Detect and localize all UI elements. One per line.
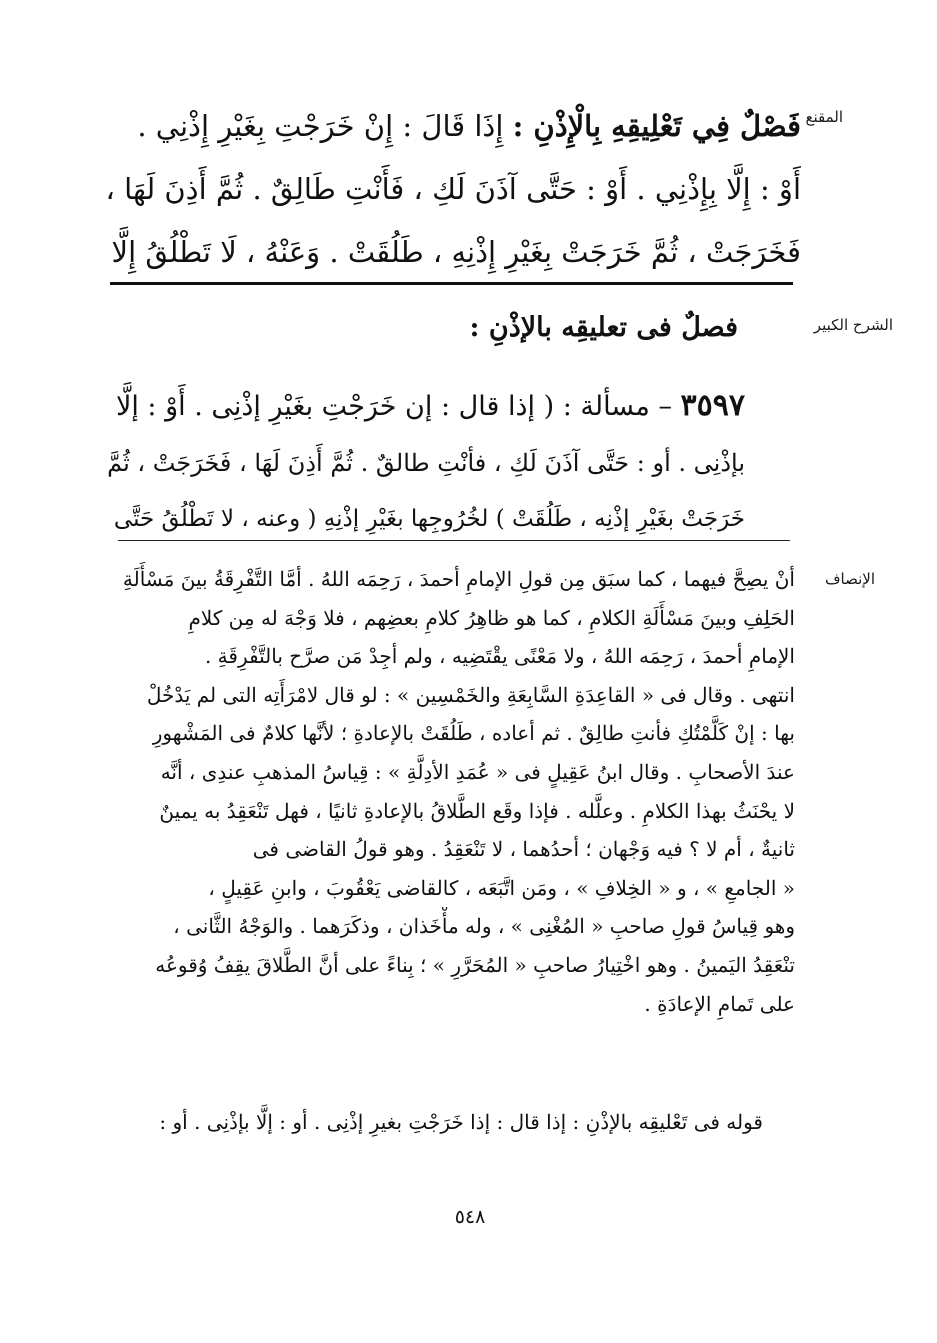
insaf-line: انتهى . وقال فى « القاعِدَةِ السَّابِعَةِ والخَمْسِين » : لو قال لامْرَأَتِه التى لم يَدْخُلْ xyxy=(146,682,795,707)
muqni-line-1-rest: إِذَا قَالَ : إِنْ خَرَجْتِ بِغَيْرِ إِذْنِي . xyxy=(137,109,504,143)
muqni-heading: فَصْلٌ فِي تَعْلِيقِهِ بِالْإِذْنِ : xyxy=(512,109,801,143)
insaf-line: وهو قِياسُ قولِ صاحبِ « المُغْنِى » ، وله مأْخَذان ، وذكَرَهما . والوَجْهُ الثَّانى ، xyxy=(173,914,795,939)
insaf-line: الحَلِفِ وبينَ مَسْأَلَةِ الكلامِ ، كما هو ظاهِرُ كلامِ بعضِهم ، فلا وَجْهَ له مِن كلامِ xyxy=(188,605,795,630)
sharh-line-3: خَرَجَتْ بغَيْرِ إذْنِه ، طَلُقَتْ ) لخُرُوجِها بغَيْرِ إذْنِهِ ( وعنه ، لا تَطْلُقُ حَتَّى xyxy=(113,506,745,532)
section-divider-thin xyxy=(118,540,790,541)
label-insaf: الإنصاف xyxy=(824,570,875,588)
sharh-line-1-rest: – مسألة : ( إذا قال : إن خَرَجْتِ بغَيْرِ إذْنِى . أَوْ : إلَّا xyxy=(115,391,672,422)
insaf-line: لا يحْنَثُ بهذا الكلامِ . وعلَّله . فإذا وقَع الطَّلاقُ بالإعادةِ ثانيًا ، فهل تَنْعَقِدُ به يمينٌ xyxy=(159,798,795,823)
insaf-line: أنْ يصِحَّ فيهما ، كما سبَق مِن قولِ الإمامِ أحمدَ ، رَحِمَه اللهُ . أمَّا التَّفْرِقَةُ بينَ مَسْأَلَةِ xyxy=(122,567,795,591)
label-sharh: الشرح الكبير xyxy=(813,316,893,334)
insaf-next-entry: قوله فى تَعْليقِه بالإذْنِ : إذا قال : إذا خَرَجْتِ بغيرِ إذْنِى . أو : إلَّا بإذْنِى . أو : xyxy=(159,1110,763,1134)
label-muqni: المقنع xyxy=(805,108,843,126)
sharh-text xyxy=(105,378,745,547)
muqni-line-3: فَخَرَجَتْ ، ثُمَّ خَرَجَتْ بِغَيْرِ إِذْنِهِ ، طَلُقَتْ . وَعَنْهُ ، لَا تَطْلُقُ إِلَّا xyxy=(111,235,801,269)
page-number: ٥٤٨ xyxy=(454,1206,486,1228)
sharh-line-2: بإذْنِى . أو : حَتَّى آذَنَ لَكِ ، فأنْتِ طالقٌ . ثُمَّ أَذِنَ لَهَا ، فَخَرَجَتْ ، ثُمَّ xyxy=(107,449,745,477)
sharh-heading: فصلٌ فى تعليقِه بالإذْنِ : xyxy=(469,312,738,343)
insaf-line: على تَمامِ الإعادَةِ . xyxy=(644,991,795,1016)
insaf-line: ثانيةٌ ، أم لا ؟ فيه وَجْهان ؛ أحدُهما ، لا تَنْعَقِدُ . وهو قولُ القاضى فى xyxy=(252,837,795,862)
issue-number: ٣٥٩٧ xyxy=(680,388,745,423)
muqni-text xyxy=(105,95,801,284)
sharh-line-1 xyxy=(105,378,745,435)
insaf-line: تنْعَقِدُ اليَمينُ . وهو اخْتِيارُ صاحبِ « المُحَرَّرِ » ؛ بِناءً على أنَّ الطَّلاقَ يقِفُ وُقوعُه xyxy=(155,952,795,977)
insaf-line: عندَ الأصحابِ . وقال ابنُ عَقِيلٍ فى « عُمَدِ الأدِلَّةِ » : قِياسُ المذهبِ عندِى ، أنَّه xyxy=(160,759,795,784)
section-divider xyxy=(110,282,793,285)
insaf-line: « الجامعِ » ، و « الخِلافِ » ، ومَن اتَّبَعَه ، كالقاضى يَعْقُوبَ ، وابنِ عَقِيلٍ ، xyxy=(208,875,795,900)
insaf-line: بها : إنْ كَلَّمْتُكِ فأنتِ طالِقٌ . ثم أعاده ، طَلُقَتْ بالإعادةِ ؛ لأنَّها كلامٌ فى المَشْهورِ xyxy=(152,721,795,746)
muqni-line-2: أَوْ : إِلَّا بِإِذْنِي . أَوْ : حَتَّى آذَنَ لَكِ ، فَأَنْتِ طَالِقٌ . ثُمَّ أَذِنَ لَهَا ، xyxy=(105,172,801,206)
insaf-text xyxy=(105,560,795,1023)
muqni-line-1 xyxy=(105,95,801,158)
insaf-line: الإمامِ أحمدَ ، رَحِمَه اللهُ ، ولا مَعْنًى يقْتَضِيه ، ولم أجِدْ مَن صرَّح بالتَّفْرِقَةِ . xyxy=(204,644,795,669)
